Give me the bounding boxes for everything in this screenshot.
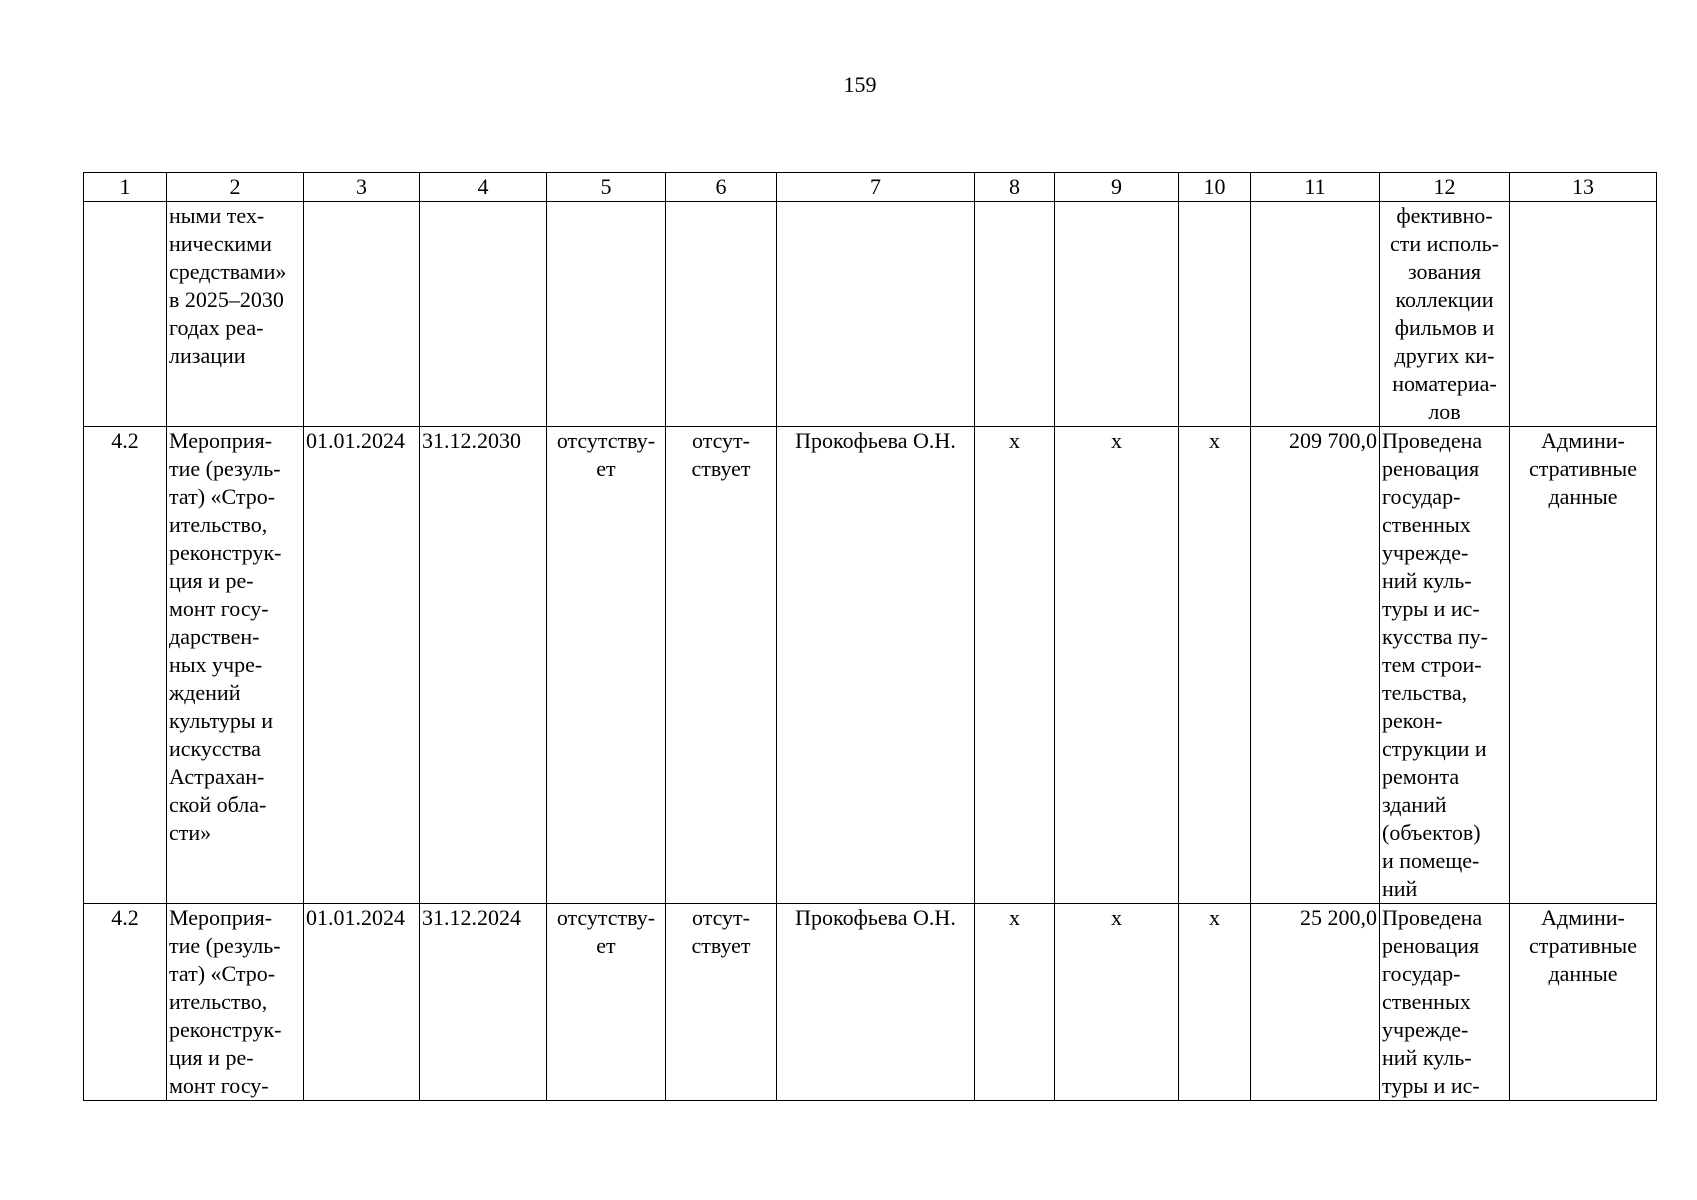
cell-col8: х (975, 427, 1055, 904)
cell-col6: отсут- ствует (666, 427, 777, 904)
cell-result: фективно- сти исполь- зования коллекции фильмов и других ки- номатериа- лов (1380, 202, 1510, 427)
header-cell: 4 (420, 173, 547, 202)
cell-start-date: 01.01.2024 (304, 427, 420, 904)
cell-col9: х (1055, 427, 1179, 904)
cell-amount (1251, 202, 1380, 427)
cell-event-name: ными тех- ническими средствами» в 2025–2030 годах реа- лизации (167, 202, 304, 427)
cell-source (1510, 202, 1657, 427)
header-cell: 10 (1179, 173, 1251, 202)
cell-end-date (420, 202, 547, 427)
cell-responsible: Прокофьева О.Н. (777, 427, 975, 904)
header-cell: 8 (975, 173, 1055, 202)
cell-col10: х (1179, 427, 1251, 904)
header-cell: 3 (304, 173, 420, 202)
header-cell: 6 (666, 173, 777, 202)
header-cell: 9 (1055, 173, 1179, 202)
cell-event-name: Мероприя- тие (резуль- тат) «Стро- ительство, реконструк- ция и ре- монт госу- дарствен- ных учре- ждений культуры и искусства Астрахан- ской обла- сти» (167, 427, 304, 904)
header-cell: 12 (1380, 173, 1510, 202)
header-cell: 7 (777, 173, 975, 202)
header-cell: 5 (547, 173, 666, 202)
cell-col6 (666, 202, 777, 427)
data-table (83, 172, 1657, 1101)
cell-col10: х (1179, 904, 1251, 1101)
cell-col5 (547, 202, 666, 427)
cell-end-date: 31.12.2030 (420, 427, 547, 904)
cell-responsible (777, 202, 975, 427)
cell-number: 4.2 (84, 427, 167, 904)
cell-col10 (1179, 202, 1251, 427)
page-number: 159 (843, 72, 877, 97)
cell-source: Админи- стративные данные (1510, 904, 1657, 1101)
cell-amount: 209 700,0 (1251, 427, 1380, 904)
header-cell: 13 (1510, 173, 1657, 202)
header-cell: 1 (84, 173, 167, 202)
cell-source: Админи- стративные данные (1510, 427, 1657, 904)
header-cell: 11 (1251, 173, 1380, 202)
header-cell: 2 (167, 173, 304, 202)
table-row (84, 202, 1657, 427)
cell-col9 (1055, 202, 1179, 427)
cell-col5: отсутству- ет (547, 904, 666, 1101)
cell-start-date: 01.01.2024 (304, 904, 420, 1101)
cell-start-date (304, 202, 420, 427)
cell-number (84, 202, 167, 427)
cell-col5: отсутству- ет (547, 427, 666, 904)
cell-amount: 25 200,0 (1251, 904, 1380, 1101)
table-row (84, 427, 1657, 904)
cell-result: Проведена реновация государ- ственных учрежде- ний куль- туры и ис- (1380, 904, 1510, 1101)
table-row (84, 904, 1657, 1101)
cell-col9: х (1055, 904, 1179, 1101)
cell-col6: отсут- ствует (666, 904, 777, 1101)
cell-col8 (975, 202, 1055, 427)
cell-result: Проведена реновация государ- ственных учрежде- ний куль- туры и ис- кусства пу- тем строи- тельства, рекон- струкции и ремонта зданий (объектов) и помеще- ний (1380, 427, 1510, 904)
cell-event-name: Мероприя- тие (резуль- тат) «Стро- ительство, реконструк- ция и ре- монт госу- (167, 904, 304, 1101)
cell-responsible: Прокофьева О.Н. (777, 904, 975, 1101)
cell-end-date: 31.12.2024 (420, 904, 547, 1101)
cell-number: 4.2 (84, 904, 167, 1101)
table-header-row (84, 173, 1657, 202)
cell-col8: х (975, 904, 1055, 1101)
